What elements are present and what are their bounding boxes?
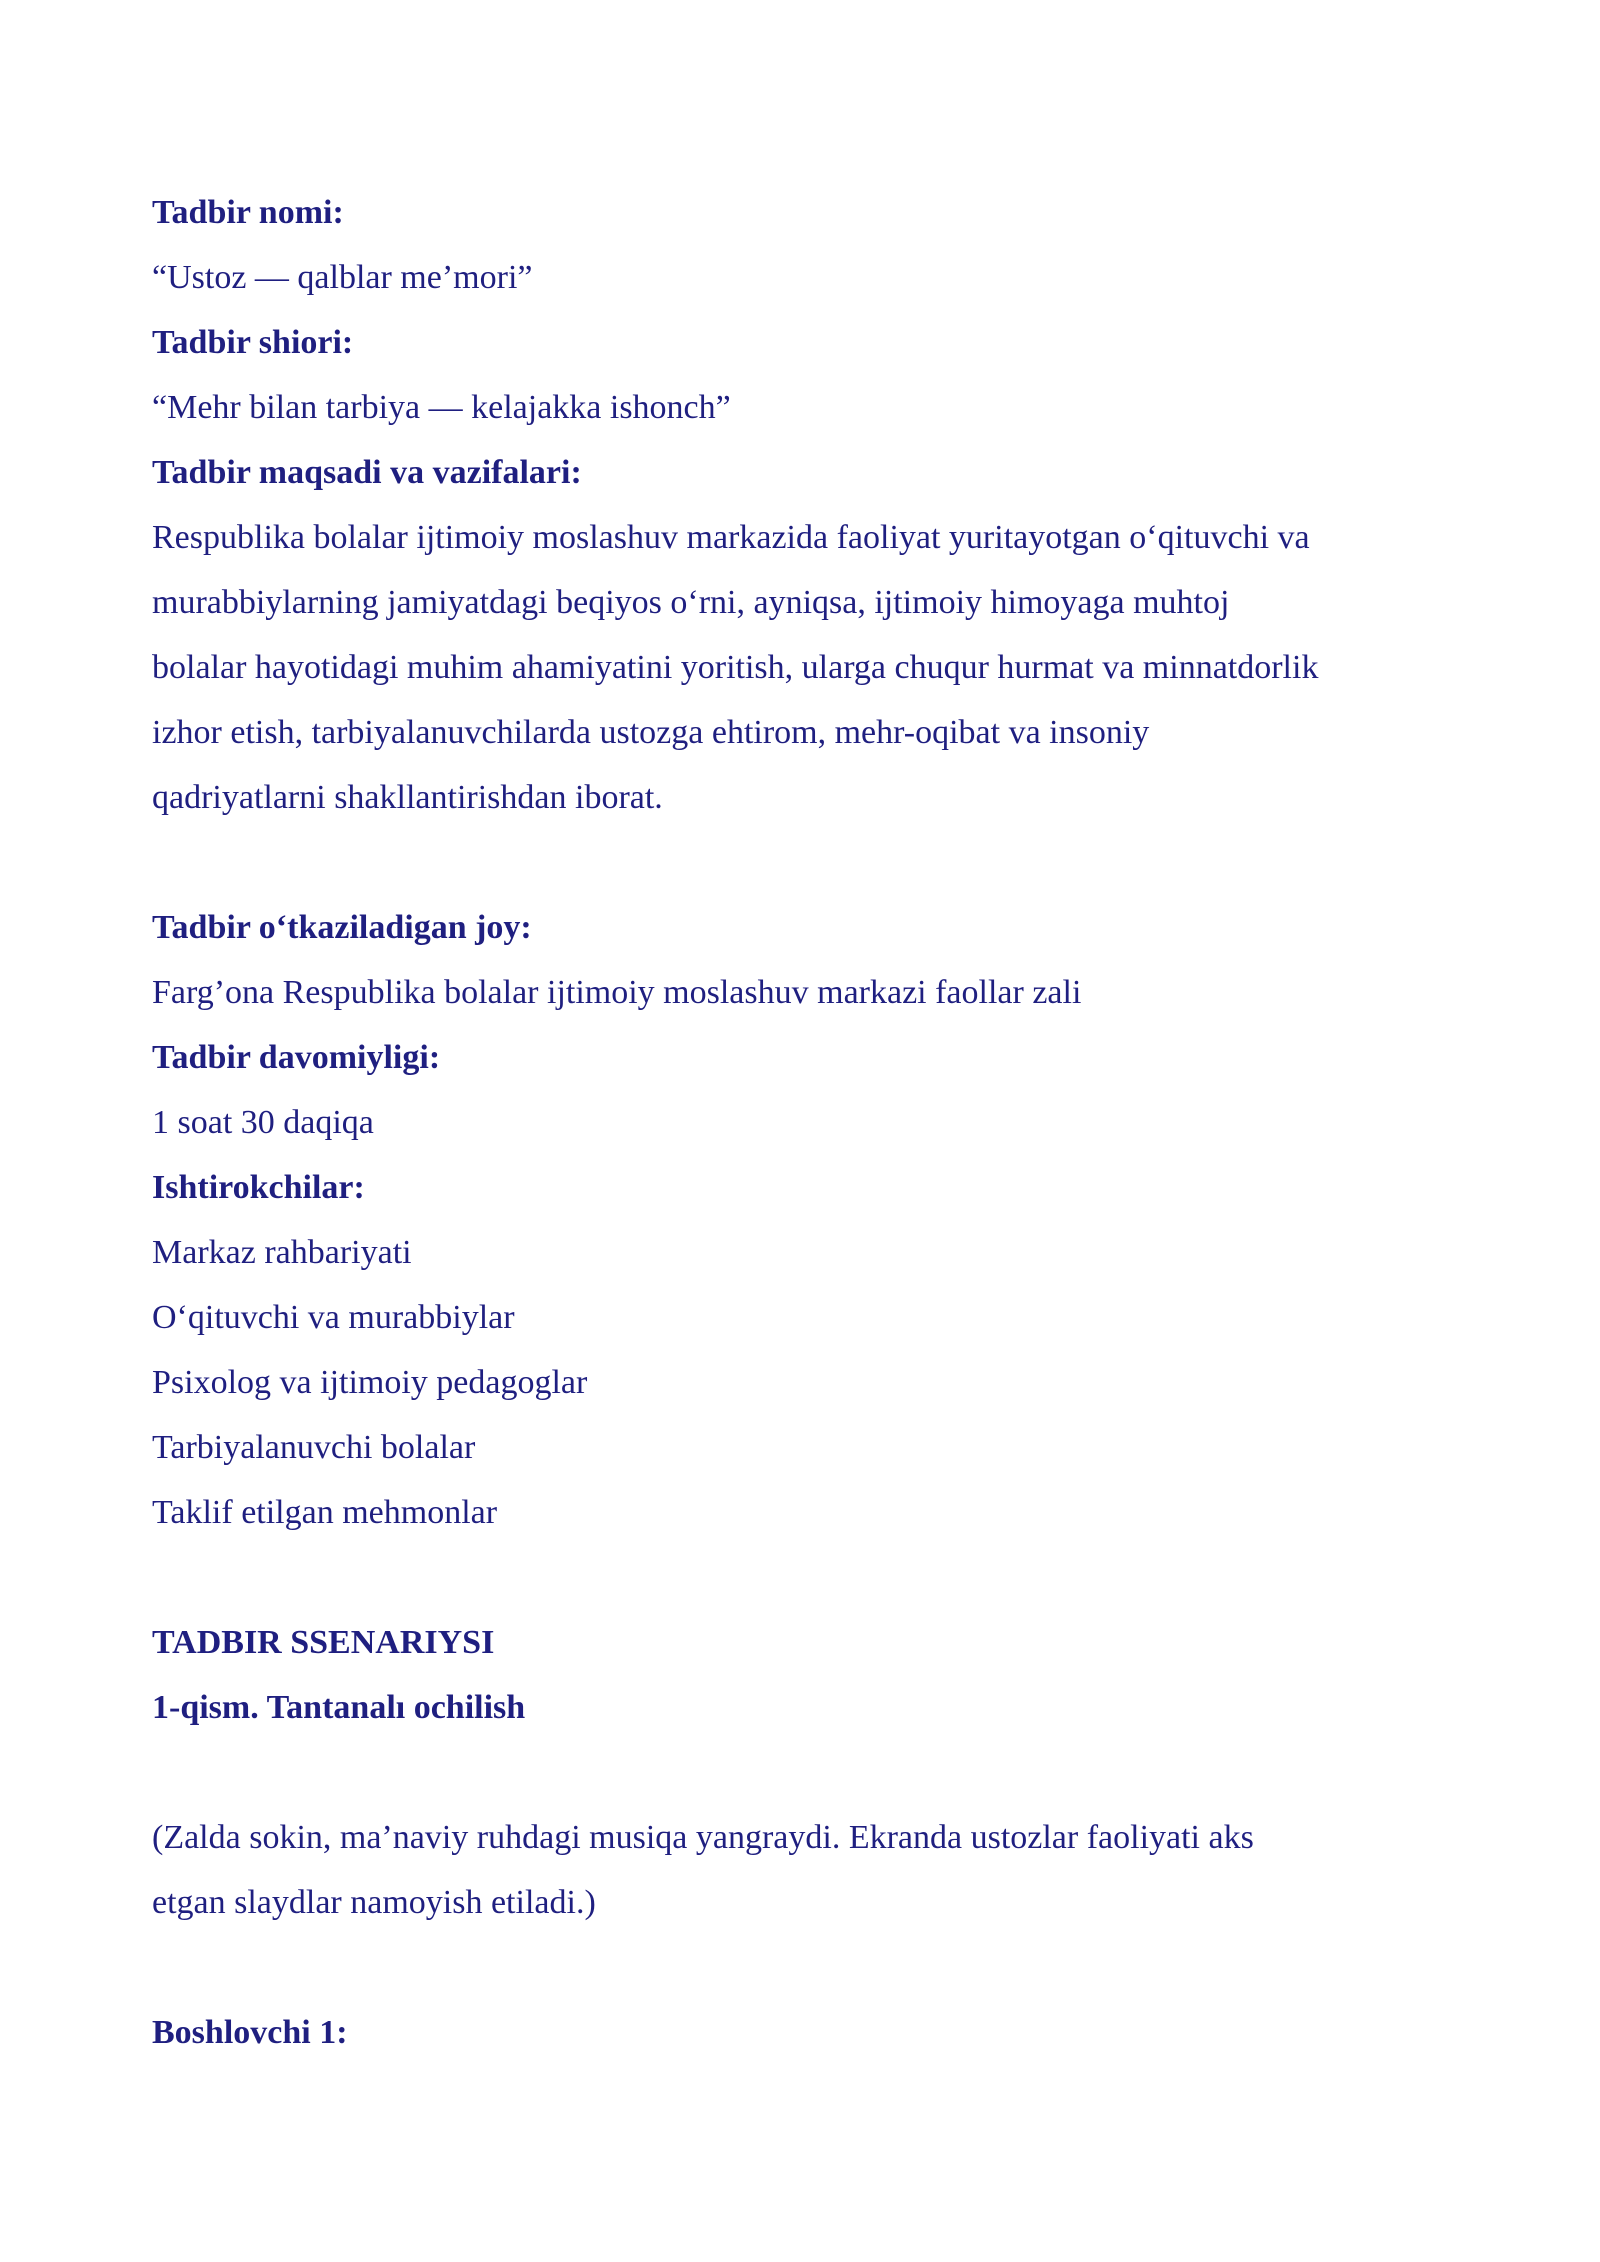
host1-label: Boshlovchi 1: [152,2014,348,2051]
event-motto-value: “Mehr bilan tarbiya — kelajakka ishonch” [152,389,731,426]
spacer [152,1545,1452,1610]
spacer [152,830,1452,895]
event-goal-label: Tadbir maqsadi va vazifalari: [152,454,582,491]
event-name-value: “Ustoz — qalblar me’mori” [152,259,533,296]
paragraph-line: murabbiylarning jamiyatdagi beqiyos o‘rni, ayniqsa, ijtimoiy himoyaga muhtoj [152,584,1230,621]
part1-heading: 1-qism. Tantanalı ochilish [152,1689,526,1726]
paragraph-line: qadriyatlarni shakllantirishdan iborat. [152,779,663,816]
event-goal-paragraph [152,505,1452,830]
event-motto-label: Tadbir shiori: [152,324,354,361]
document-page [152,180,1452,2065]
paragraph-line: Respublika bolalar ijtimoiy moslashuv markazida faoliyat yuritayotgan o‘qituvchi va [152,519,1310,556]
participant-item: O‘qituvchi va murabbiylar [152,1299,515,1336]
participant-item: Tarbiyalanuvchi bolalar [152,1429,476,1466]
event-venue-label: Tadbir o‘tkaziladigan joy: [152,909,532,946]
participants-list [152,1220,1452,1545]
paragraph-line: izhor etish, tarbiyalanuvchilarda ustozga ehtirom, mehr-oqibat va insoniy [152,714,1150,751]
paragraph-line: bolalar hayotidagi muhim ahamiyatini yoritish, ularga chuqur hurmat va minnatdorlik [152,649,1319,686]
participant-item: Markaz rahbariyati [152,1234,412,1271]
event-duration-value: 1 soat 30 daqiqa [152,1104,374,1141]
scenario-heading: TADBIR SSENARIYSI [152,1624,495,1661]
event-name-label: Tadbir nomi: [152,194,344,231]
stage-direction [152,1805,1452,1935]
spacer [152,1935,1452,2000]
event-venue-value: Farg’ona Respublika bolalar ijtimoiy moslashuv markazi faollar zali [152,974,1082,1011]
paragraph-line: (Zalda sokin, ma’naviy ruhdagi musiqa yangraydi. Ekranda ustozlar faoliyati aks [152,1819,1254,1856]
paragraph-line: etgan slaydlar namoyish etiladi.) [152,1884,596,1921]
participant-item: Taklif etilgan mehmonlar [152,1494,498,1531]
spacer [152,1740,1452,1805]
participant-item: Psixolog va ijtimoiy pedagoglar [152,1364,588,1401]
participants-label: Ishtirokchilar: [152,1169,365,1206]
event-duration-label: Tadbir davomiyligi: [152,1039,441,1076]
